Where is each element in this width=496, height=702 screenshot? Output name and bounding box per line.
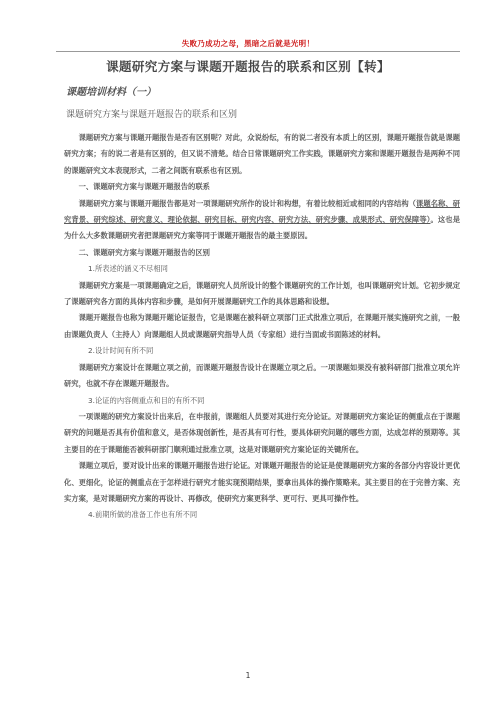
paragraph-point-3-a: 一项课题的研究方案设计出来后，在申报前，课题组人员要对其进行充分论证。对课题研究方案论证的侧重点在于课题研究的问题是否具有价值和意义，是否体现创新性，是否具有可行性，要具体研究问题的哪些方面，达成怎样的预期等。其主要目的在于课题能否被科研部门顺利通过批准立项，这是对课题研究方案论证的关键所在。 bbox=[64, 411, 460, 454]
paragraph-section-1 bbox=[64, 196, 460, 245]
page-number: 1 bbox=[245, 671, 251, 680]
section-2-title: 二、课题研究方案与课题开题报告的区别 bbox=[78, 247, 210, 257]
paragraph-point-3-b: 课题立项后，要对设计出来的课题开题报告进行论证。对课题开题报告的论证是使课题研究方案的各部分内容设计更优化、更细化，论证的侧重点在于怎样进行研究才能实现预期结果，要拿出具体的操作策略来。其主要目的在于完善方案、充实方案，是对课题研究方案的再设计、再修改，使研究方案更科学、更可行、更具可操作性。 bbox=[64, 461, 460, 503]
point-2-title-text: 2.设计时间有所不同 bbox=[88, 346, 154, 356]
document-heading: 课题研究方案与课题开题报告的联系和区别 bbox=[66, 110, 238, 120]
document-body bbox=[64, 130, 460, 524]
section-1-title: 一、课题研究方案与课题开题报告的联系 bbox=[78, 182, 210, 192]
point-2-title bbox=[64, 343, 460, 359]
page-header-motto: 失败乃成功之母，黑暗之后就是光明！ bbox=[181, 39, 315, 48]
point-4-title-text: 4.前期所做的准备工作也有所不同 bbox=[88, 510, 198, 520]
paragraph-point-1-b: 课题开题报告也称为课题开题论证报告，它是课题在被科研立项部门正式批准立项后，在课题开展实施研究之前，一般由课题负责人（主持人）向课题组人员或课题研究指导人员（专家组）进行当面或书面陈述的材料。 bbox=[64, 313, 460, 339]
document-title: 课题研究方案与课题开题报告的联系和区别【转】 bbox=[106, 59, 390, 74]
point-1-title bbox=[64, 261, 460, 277]
point-3-title bbox=[64, 393, 460, 409]
document-subtitle: 课题培训材料（一） bbox=[66, 87, 156, 98]
paragraph-intro: 课题研究方案与课题开题报告是否有区别呢？对此，众说纷纭，有的说二者没有本质上的区别，课题开题报告就是课题研究方案；有的说二者是有区别的，但又说不清楚。结合日常课题研究工作实践，课题研究方案和课题开题报告是两种不同的课题研究文本表现形式，二者之间既有联系也有区别。 bbox=[64, 133, 460, 175]
section-1-text-start: 课题研究方案与课题开题报告都是对一项课题研究所作的设计和构想，有着比较相近或相同的内容结构（ bbox=[78, 198, 417, 208]
section-1-underlined-list: 课题名称、研究背景、研究综述、研究意义、理论依据、研究目标、研究内容、研究方法、研究步骤、成果形式、研究保障等） bbox=[64, 198, 461, 225]
paragraph-point-2-a: 课题研究方案设计在课题立项之前，而课题开题报告设计在课题立项之后。一项课题如果没有被科研部门批准立项允许研究，也就不存在课题开题报告。 bbox=[64, 362, 460, 389]
header-divider bbox=[56, 51, 460, 52]
point-3-title-text: 3.论证的内容侧重点和目的有所不同 bbox=[88, 395, 205, 405]
paragraph-point-1-a: 课题研究方案是一项课题确定之后，课题研究人员所设计的整个课题研究的工作计划，也叫课题研究计划。它初步规定了课题研究各方面的具体内容和步骤，是如何开展课题研究工作的具体思路和设想。 bbox=[64, 280, 460, 307]
point-4-title bbox=[64, 507, 460, 523]
point-1-title-text: 1.所表述的涵义不尽相同 bbox=[88, 264, 168, 274]
section-1-text-end: 。这也是为什么大多数课题研究者把课题研究方案等同于课题开题报告的最主要原因。 bbox=[64, 215, 460, 241]
